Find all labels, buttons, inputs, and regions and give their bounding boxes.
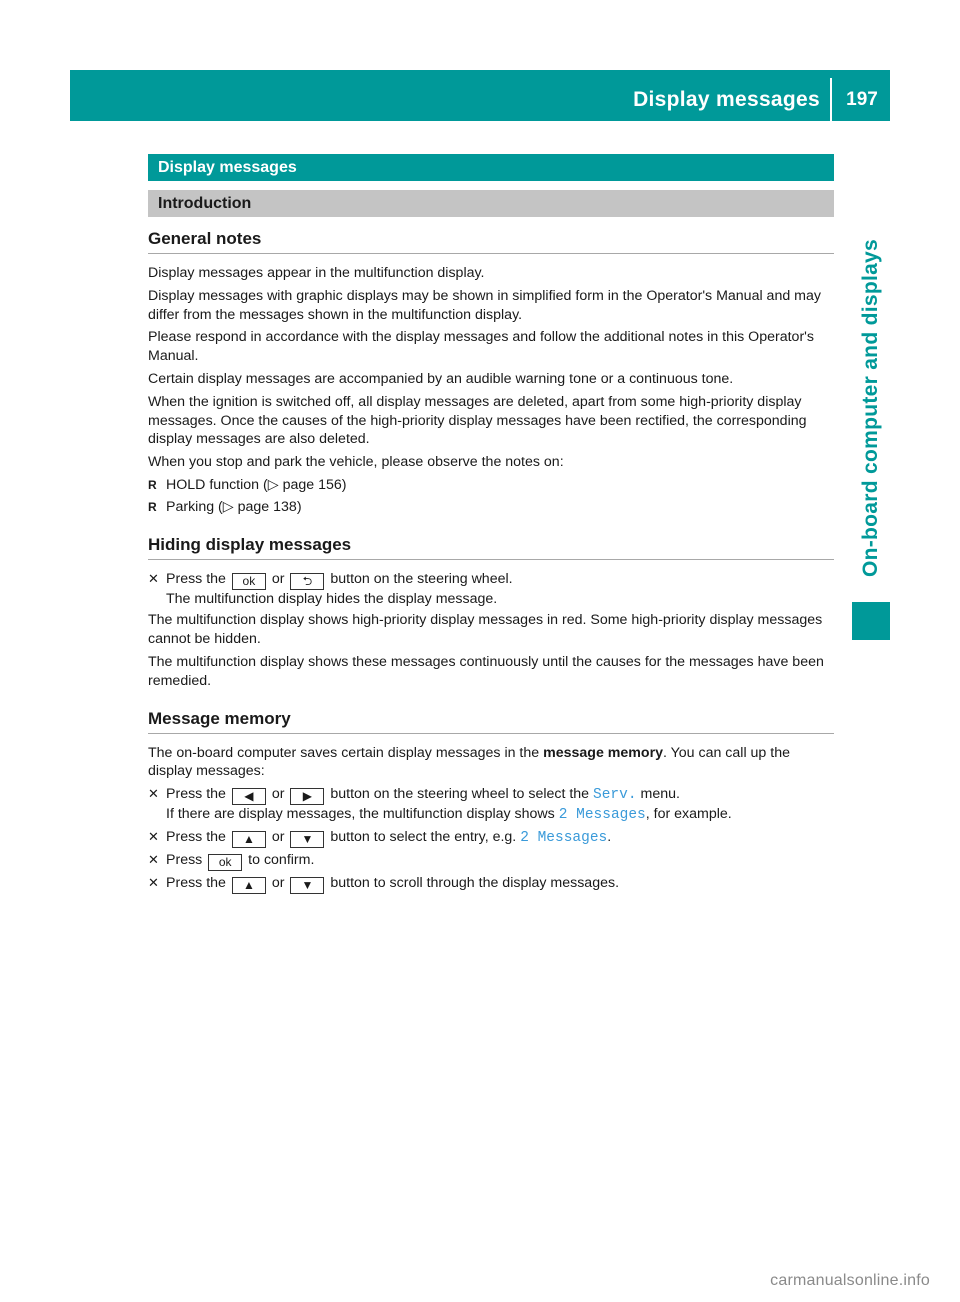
step-arrow-icon: ✕ — [148, 851, 159, 867]
paragraph: Display messages appear in the multifunction display. — [148, 265, 485, 281]
left-key-icon: ◀ — [232, 788, 266, 805]
instruction-step: ✕ Press the ▲ or ▼ button to select the entry, e.g. 2 Messages. — [148, 828, 612, 846]
instruction-step: ✕ Press the ▲ or ▼ button to scroll through the display messages. — [148, 874, 620, 892]
hiding-block — [148, 535, 834, 691]
page-header — [70, 70, 890, 121]
heading-general-notes: General notes — [148, 229, 834, 254]
paragraph: When you stop and park the vehicle, please observe the notes on: — [148, 454, 564, 471]
list-item: R Parking (▷ page 138) — [148, 498, 302, 515]
bullet-list — [148, 476, 834, 517]
paragraph: When the ignition is switched off, all display messages are deleted, apart from some high-priority display messages. Once the causes of the high-priority display messages have been rectified, the corresponding display messages are also deleted. — [148, 393, 807, 448]
ok-key-icon: ok — [208, 854, 242, 871]
paragraph: Display messages with graphic displays may be shown in simplified form in the Operator's Manual and may differ from the messages shown in the multifunction display. — [148, 287, 821, 323]
paragraph: Certain display messages are accompanied by an audible warning tone or a continuous tone. — [148, 370, 734, 387]
footer-watermark: carmanualsonline.info — [770, 1272, 930, 1289]
up-key-icon: ▲ — [232, 877, 266, 894]
list-item: R HOLD function (▷ page 156) — [148, 476, 347, 493]
down-key-icon: ▼ — [290, 831, 324, 848]
instruction-step: ✕ Press ok to confirm. — [148, 851, 315, 869]
display-text: 2 Messages — [558, 807, 646, 824]
ok-key-icon: ok — [232, 573, 266, 590]
chapter-marker-block — [852, 602, 890, 640]
step-result: The multifunction display hides the display message. — [166, 590, 498, 607]
section-title: Display messages — [148, 154, 834, 181]
paragraph: The multifunction display shows high-priority display messages in red. Some high-priority display messages cannot be hidden. — [148, 612, 823, 648]
page-number: 197 — [846, 89, 878, 110]
paragraph: The on-board computer saves certain display messages in the message memory. You can call up the display messages: — [148, 744, 790, 780]
chapter-side-tab-label: On-board computer and displays — [859, 238, 882, 578]
paragraph: The multifunction display shows these messages continuously until the causes for the messages have been remedied. — [148, 653, 824, 689]
subsection-title: Introduction — [148, 190, 834, 217]
paragraph: Please respond in accordance with the display messages and follow the additional notes in this Operator's Manual. — [148, 329, 814, 365]
page-reference-link[interactable]: page 138 — [237, 498, 297, 515]
page-ref-arrow-icon: ▷ — [222, 498, 238, 515]
instruction-step: ✕ Press the ◀ or ▶ button on the steering wheel to select the Serv. menu. If there are display messages, the multifunction display shows 2 Messages, for example. — [148, 786, 732, 824]
header-divider — [830, 78, 832, 121]
display-text: 2 Messages — [520, 829, 608, 846]
display-text: Serv. — [593, 787, 637, 804]
message-memory-block — [148, 709, 834, 894]
instruction-step: ✕ Press the ok or ⮌ button on the steering wheel. The multifunction display hides the display message. — [148, 570, 513, 607]
chapter-side-tab — [852, 223, 890, 593]
bullet-marker-icon: R — [148, 499, 157, 514]
header-title: Display messages — [633, 88, 820, 111]
step-arrow-icon: ✕ — [148, 874, 159, 890]
page-content — [148, 154, 834, 897]
page-ref-arrow-icon: ▷ — [267, 476, 283, 493]
general-notes-block — [148, 229, 834, 517]
back-key-icon: ⮌ — [290, 573, 324, 590]
bullet-marker-icon: R — [148, 477, 157, 492]
page-reference-link[interactable]: page 156 — [282, 476, 342, 493]
right-key-icon: ▶ — [290, 788, 324, 805]
up-key-icon: ▲ — [232, 831, 266, 848]
step-arrow-icon: ✕ — [148, 786, 159, 802]
step-arrow-icon: ✕ — [148, 828, 159, 844]
step-arrow-icon: ✕ — [148, 570, 159, 586]
down-key-icon: ▼ — [290, 877, 324, 894]
heading-hiding-display-messages: Hiding display messages — [148, 535, 834, 560]
heading-message-memory: Message memory — [148, 709, 834, 734]
